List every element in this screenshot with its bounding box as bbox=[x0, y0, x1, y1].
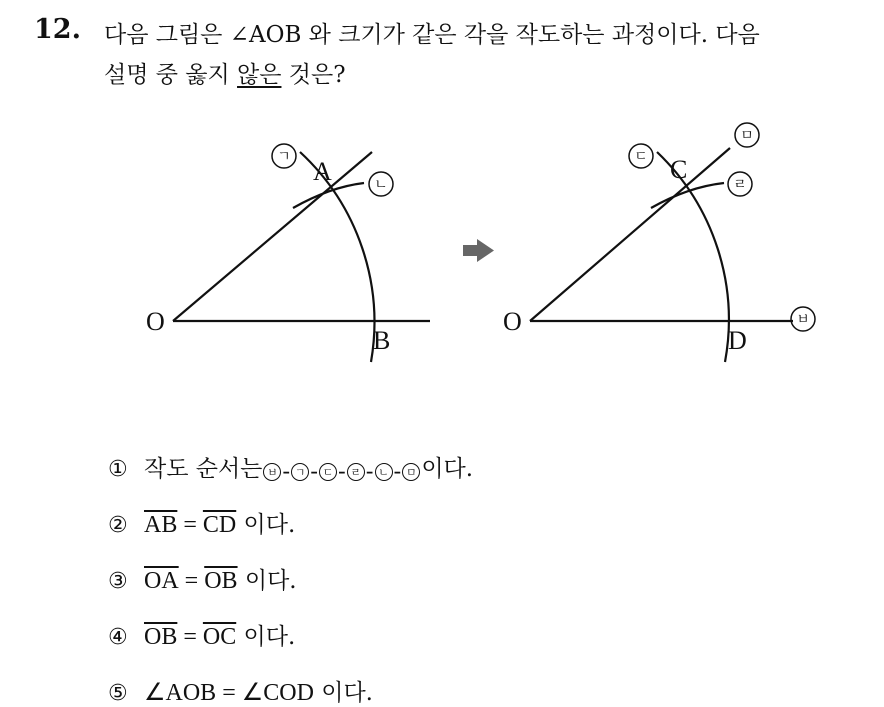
choice-2-segment-a: $\overline{AB}$ bbox=[144, 512, 178, 538]
choice-4[interactable] bbox=[108, 618, 295, 651]
ray-oa bbox=[173, 152, 372, 321]
label-d: D bbox=[728, 326, 747, 355]
seq-mark-1: ㅂ bbox=[263, 463, 281, 481]
choice-4-equals: = bbox=[177, 624, 203, 650]
choice-3-number: ③ bbox=[108, 569, 128, 594]
choice-3[interactable] bbox=[108, 562, 297, 595]
mark-4-label: ㄹ bbox=[733, 177, 747, 193]
choice-5[interactable] bbox=[108, 674, 373, 707]
choice-2-post: 이다. bbox=[236, 512, 296, 538]
choice-3-segment-a: $\overline{OA}$ bbox=[144, 568, 179, 594]
mark-circle-2 bbox=[369, 172, 393, 196]
choice-3-equals: = bbox=[178, 568, 205, 594]
arc-small-left bbox=[293, 183, 364, 208]
choice-1-number: ① bbox=[108, 457, 128, 482]
right-arrow-icon bbox=[463, 239, 494, 262]
choice-2-number: ② bbox=[108, 513, 128, 538]
right-figure bbox=[530, 148, 793, 362]
choice-5-post: 이다. bbox=[313, 680, 373, 706]
choice-5-number: ⑤ bbox=[108, 681, 128, 706]
mark-2-label: ㄴ bbox=[374, 177, 388, 193]
choice-4-segment-a: $\overline{OB}$ bbox=[144, 624, 178, 650]
choice-3-segment-b: $\overline{OB}$ bbox=[204, 568, 238, 594]
choice-1-pre: 작도 순서는 bbox=[144, 456, 263, 482]
question-text-pre: 설명 중 옳지 bbox=[104, 62, 238, 88]
mark-6-label: ㅂ bbox=[796, 312, 810, 328]
choice-4-segment-b: $\overline{OC}$ bbox=[202, 624, 237, 650]
mark-circle-3 bbox=[629, 144, 653, 168]
label-c: C bbox=[670, 155, 688, 184]
choice-1[interactable] bbox=[108, 450, 473, 485]
label-a: A bbox=[313, 157, 332, 186]
seq-mark-3: ㄷ bbox=[319, 463, 337, 481]
choice-5-angle-eq: ∠AOB = ∠COD bbox=[144, 680, 314, 706]
choice-3-post: 이다. bbox=[237, 568, 297, 594]
choice-2-equals: = bbox=[177, 512, 203, 538]
seq-mark-4: ㄹ bbox=[347, 463, 365, 481]
question-text-post: 것은? bbox=[281, 62, 346, 88]
mark-circle-4 bbox=[728, 172, 752, 196]
mark-1-label: ㄱ bbox=[277, 149, 291, 165]
seq-mark-5: ㄴ bbox=[375, 463, 393, 481]
seq-mark-2: ㄱ bbox=[291, 463, 309, 481]
mark-3-label: ㄷ bbox=[634, 149, 648, 165]
question-text-line1: 다음 그림은 ∠AOB 와 크기가 같은 각을 작도하는 과정이다. 다음 bbox=[104, 22, 760, 48]
choice-4-number: ④ bbox=[108, 625, 128, 650]
choice-2-segment-b: $\overline{CD}$ bbox=[202, 512, 237, 538]
choice-4-post: 이다. bbox=[236, 624, 296, 650]
label-o-left: O bbox=[146, 307, 165, 336]
ray-oc bbox=[530, 148, 730, 321]
mark-5-label: ㅁ bbox=[740, 128, 754, 144]
question-number: 12. bbox=[34, 14, 81, 45]
seq-mark-6: ㅁ bbox=[402, 463, 420, 481]
choice-1-sequence: ㅂ - ㄱ - ㄷ - ㄹ - ㄴ - ㅁ bbox=[262, 459, 421, 485]
mark-circle-1 bbox=[272, 144, 296, 168]
question-text-underlined: 않은 bbox=[237, 62, 282, 88]
mark-circle-6 bbox=[791, 307, 815, 331]
left-figure bbox=[173, 152, 430, 362]
label-o-right: O bbox=[503, 307, 522, 336]
choice-2[interactable] bbox=[108, 506, 295, 539]
choice-1-post: 이다. bbox=[421, 456, 474, 482]
label-b: B bbox=[373, 326, 391, 355]
mark-circle-5 bbox=[735, 123, 759, 147]
